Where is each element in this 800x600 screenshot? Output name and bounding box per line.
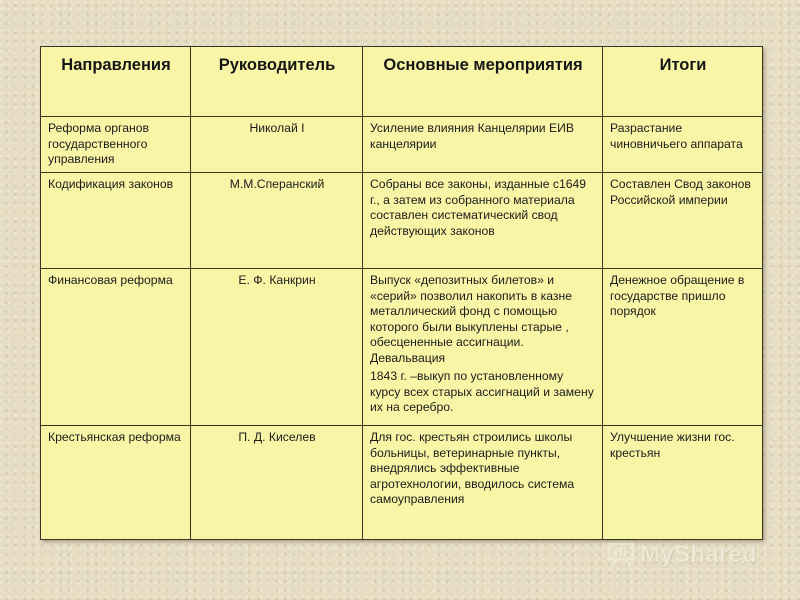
cell-direction: Реформа органов государственного управления xyxy=(41,117,191,173)
cell-leader: П. Д. Киселев xyxy=(191,426,363,540)
cell-leader: Е. Ф. Канкрин xyxy=(191,269,363,426)
cell-measures xyxy=(363,269,603,426)
header-measures: Основные мероприятия xyxy=(363,47,603,117)
header-leader: Руководитель xyxy=(191,47,363,117)
watermark xyxy=(606,538,768,572)
table-row xyxy=(41,173,763,269)
measures-text: Усиление влияния Канцелярии ЕИВ канцелярии xyxy=(370,121,574,151)
table-row xyxy=(41,269,763,426)
cell-results: Разрастание чиновничьего аппарата xyxy=(603,117,763,173)
cell-measures xyxy=(363,426,603,540)
cell-direction: Финансовая реформа xyxy=(41,269,191,426)
measures-text: Для гос. крестьян строились школы больницы, ветеринарные пункты, внедрялись эффективные агротехнологии, вводилось система самоуправления xyxy=(370,430,575,506)
reforms-table xyxy=(40,46,763,540)
table-row xyxy=(41,117,763,173)
header-results: Итоги xyxy=(603,47,763,117)
presentation-board-icon xyxy=(606,541,636,569)
table-row xyxy=(41,426,763,540)
measures-text: Выпуск «депозитных билетов» и «серий» позволил накопить в казне металлический фонд с помощью которого были выкуплены старые , обесцененные ассигнации. Девальвация xyxy=(370,273,572,365)
cell-results: Улучшение жизни гос. крестьян xyxy=(603,426,763,540)
cell-measures xyxy=(363,173,603,269)
table-header-row xyxy=(41,47,763,117)
header-direction: Направления xyxy=(41,47,191,117)
cell-leader: М.М.Сперанский xyxy=(191,173,363,269)
cell-measures xyxy=(363,117,603,173)
watermark-text: MyShared xyxy=(640,541,758,568)
cell-leader: Николай I xyxy=(191,117,363,173)
cell-direction: Кодификация законов xyxy=(41,173,191,269)
cell-results: Денежное обращение в государстве пришло порядок xyxy=(603,269,763,426)
cell-results: Составлен Свод законов Российской империи xyxy=(603,173,763,269)
measures-text: 1843 г. –выкуп по установленному курсу всех старых ассигнаций и замену их на серебро. xyxy=(370,369,594,414)
measures-text: Собраны все законы, изданные с1649 г., а затем из собранного материала составлен систематический свод действующих законов xyxy=(370,177,587,238)
cell-direction: Крестьянская реформа xyxy=(41,426,191,540)
